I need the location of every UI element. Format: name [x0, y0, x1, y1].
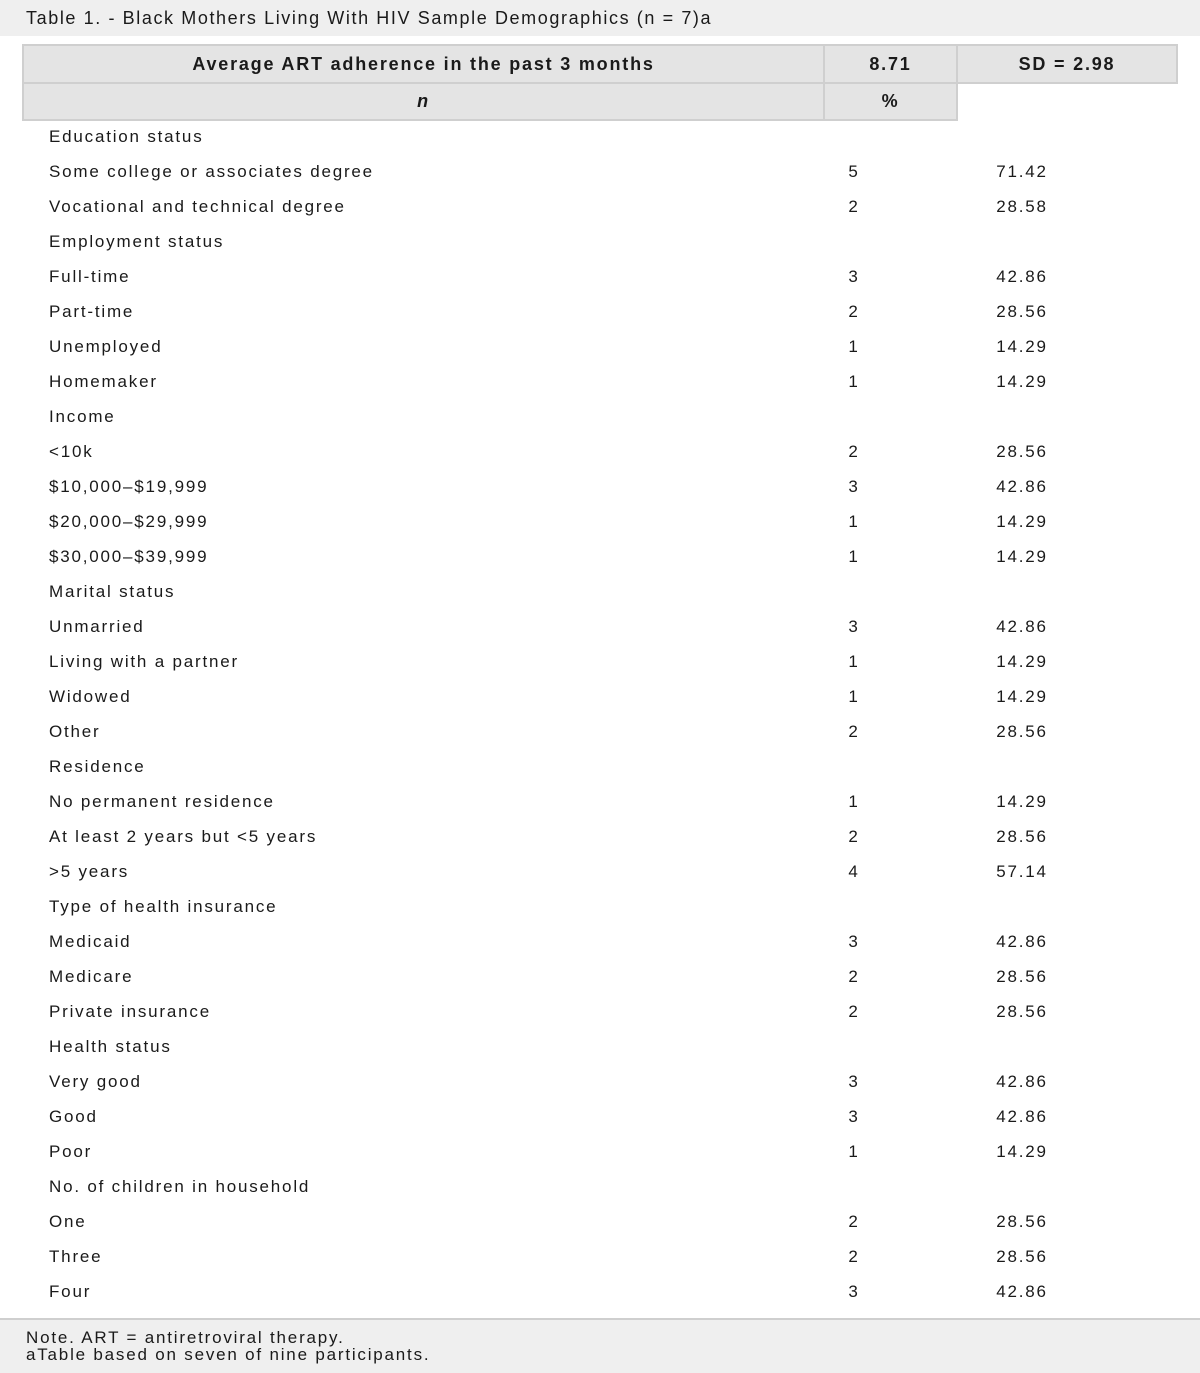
row-percent: 28.56: [996, 1247, 1048, 1266]
row-percent: 57.14: [996, 862, 1048, 881]
table-row: [0, 469, 1200, 504]
row-label: Living with a partner: [49, 652, 239, 671]
table-row: [0, 714, 1200, 749]
row-n: 4: [848, 862, 860, 881]
row-n: 1: [848, 372, 860, 391]
row-label: Other: [49, 722, 101, 741]
table-row: [0, 1169, 1200, 1204]
table-row: [0, 1029, 1200, 1064]
row-label: Medicare: [49, 967, 134, 986]
header-percent-column: %: [823, 82, 958, 121]
table-row: [0, 784, 1200, 819]
row-label: >5 years: [49, 862, 130, 881]
row-n: 2: [848, 967, 860, 986]
row-label: $30,000–$39,999: [49, 547, 209, 566]
table-row: [0, 819, 1200, 854]
row-n: 3: [848, 1072, 860, 1091]
row-percent: 28.56: [996, 1212, 1048, 1231]
header-n-column: n: [22, 82, 825, 121]
table-row: [0, 399, 1200, 434]
row-label: No. of children in household: [49, 1177, 311, 1196]
row-label: Good: [49, 1107, 98, 1126]
table-row: [0, 539, 1200, 574]
row-label: <10k: [49, 442, 94, 461]
table-row: [0, 609, 1200, 644]
row-label: Poor: [49, 1142, 93, 1161]
header-adherence-sd: SD = 2.98: [956, 44, 1178, 84]
row-label: Three: [49, 1247, 103, 1266]
row-n: 2: [848, 722, 860, 741]
table-row: [0, 189, 1200, 224]
row-n: 1: [848, 512, 860, 531]
row-percent: 14.29: [996, 1142, 1048, 1161]
row-percent: 71.42: [996, 162, 1048, 181]
row-n: 2: [848, 197, 860, 216]
table-row: [0, 1064, 1200, 1099]
row-percent: 14.29: [996, 652, 1048, 671]
table-row: [0, 679, 1200, 714]
row-percent: 14.29: [996, 547, 1048, 566]
row-label: Employment status: [49, 232, 225, 251]
table-caption: Table 1. - Black Mothers Living With HIV Sample Demographics (n = 7)a: [0, 0, 1200, 36]
table-row: [0, 889, 1200, 924]
table-row: [0, 329, 1200, 364]
table-row: [0, 294, 1200, 329]
header-adherence-label: Average ART adherence in the past 3 months: [22, 44, 825, 84]
row-n: 3: [848, 1107, 860, 1126]
table-row: [0, 119, 1200, 154]
row-label: Type of health insurance: [49, 897, 278, 916]
row-n: 2: [848, 1247, 860, 1266]
row-n: 1: [848, 652, 860, 671]
row-label: Four: [49, 1282, 92, 1301]
row-percent: 42.86: [996, 267, 1048, 286]
table-row: [0, 644, 1200, 679]
header-adherence-mean: 8.71: [823, 44, 958, 84]
row-percent: 28.56: [996, 967, 1048, 986]
note-line-1: Note. ART = antiretroviral therapy.: [26, 1328, 345, 1347]
row-label: No permanent residence: [49, 792, 275, 811]
row-n: 1: [848, 337, 860, 356]
table-row: [0, 434, 1200, 469]
row-label: Marital status: [49, 582, 176, 601]
table-row: [0, 1099, 1200, 1134]
table-row: [0, 504, 1200, 539]
row-label: Unmarried: [49, 617, 145, 636]
row-percent: 42.86: [996, 1072, 1048, 1091]
row-label: Vocational and technical degree: [49, 197, 346, 216]
row-n: 3: [848, 1282, 860, 1301]
table-row: [0, 364, 1200, 399]
row-n: 2: [848, 827, 860, 846]
row-n: 3: [848, 932, 860, 951]
row-percent: 14.29: [996, 687, 1048, 706]
row-percent: 14.29: [996, 792, 1048, 811]
row-n: 3: [848, 617, 860, 636]
row-label: Very good: [49, 1072, 142, 1091]
row-label: $10,000–$19,999: [49, 477, 209, 496]
row-label: Widowed: [49, 687, 132, 706]
row-label: Part-time: [49, 302, 135, 321]
row-label: Full-time: [49, 267, 131, 286]
row-percent: 28.56: [996, 442, 1048, 461]
row-percent: 28.58: [996, 197, 1048, 216]
table-row: [0, 259, 1200, 294]
row-n: 2: [848, 1212, 860, 1231]
row-n: 1: [848, 792, 860, 811]
table-row: [0, 994, 1200, 1029]
row-label: Unemployed: [49, 337, 163, 356]
table-row: [0, 854, 1200, 889]
row-percent: 28.56: [996, 722, 1048, 741]
row-percent: 42.86: [996, 1107, 1048, 1126]
table-body: [0, 119, 1200, 1309]
row-percent: 14.29: [996, 512, 1048, 531]
row-label: Education status: [49, 127, 204, 146]
row-percent: 14.29: [996, 372, 1048, 391]
table-row: [0, 749, 1200, 784]
row-n: 1: [848, 1142, 860, 1161]
row-percent: 28.56: [996, 1002, 1048, 1021]
row-label: Health status: [49, 1037, 172, 1056]
row-label: Residence: [49, 757, 146, 776]
row-label: Homemaker: [49, 372, 158, 391]
row-n: 2: [848, 302, 860, 321]
table-row: [0, 1274, 1200, 1309]
row-n: 2: [848, 442, 860, 461]
row-n: 5: [848, 162, 860, 181]
row-n: 1: [848, 547, 860, 566]
row-n: 3: [848, 477, 860, 496]
table-row: [0, 1204, 1200, 1239]
row-n: 1: [848, 687, 860, 706]
table-row: [0, 1239, 1200, 1274]
table-row: [0, 154, 1200, 189]
row-n: 2: [848, 1002, 860, 1021]
table-row: [0, 574, 1200, 609]
row-percent: 42.86: [996, 932, 1048, 951]
row-percent: 14.29: [996, 337, 1048, 356]
table-row: [0, 1134, 1200, 1169]
note-line-2: aTable based on seven of nine participants.: [26, 1345, 431, 1364]
row-percent: 28.56: [996, 302, 1048, 321]
row-percent: 28.56: [996, 827, 1048, 846]
row-percent: 42.86: [996, 617, 1048, 636]
row-label: Medicaid: [49, 932, 132, 951]
row-label: Some college or associates degree: [49, 162, 374, 181]
row-percent: 42.86: [996, 1282, 1048, 1301]
table-notes: [0, 1320, 1200, 1373]
row-percent: 42.86: [996, 477, 1048, 496]
table-row: [0, 959, 1200, 994]
row-label: Private insurance: [49, 1002, 211, 1021]
row-label: One: [49, 1212, 87, 1231]
row-label: $20,000–$29,999: [49, 512, 209, 531]
table-row: [0, 924, 1200, 959]
table-row: [0, 224, 1200, 259]
row-label: Income: [49, 407, 116, 426]
row-label: At least 2 years but <5 years: [49, 827, 318, 846]
row-n: 3: [848, 267, 860, 286]
